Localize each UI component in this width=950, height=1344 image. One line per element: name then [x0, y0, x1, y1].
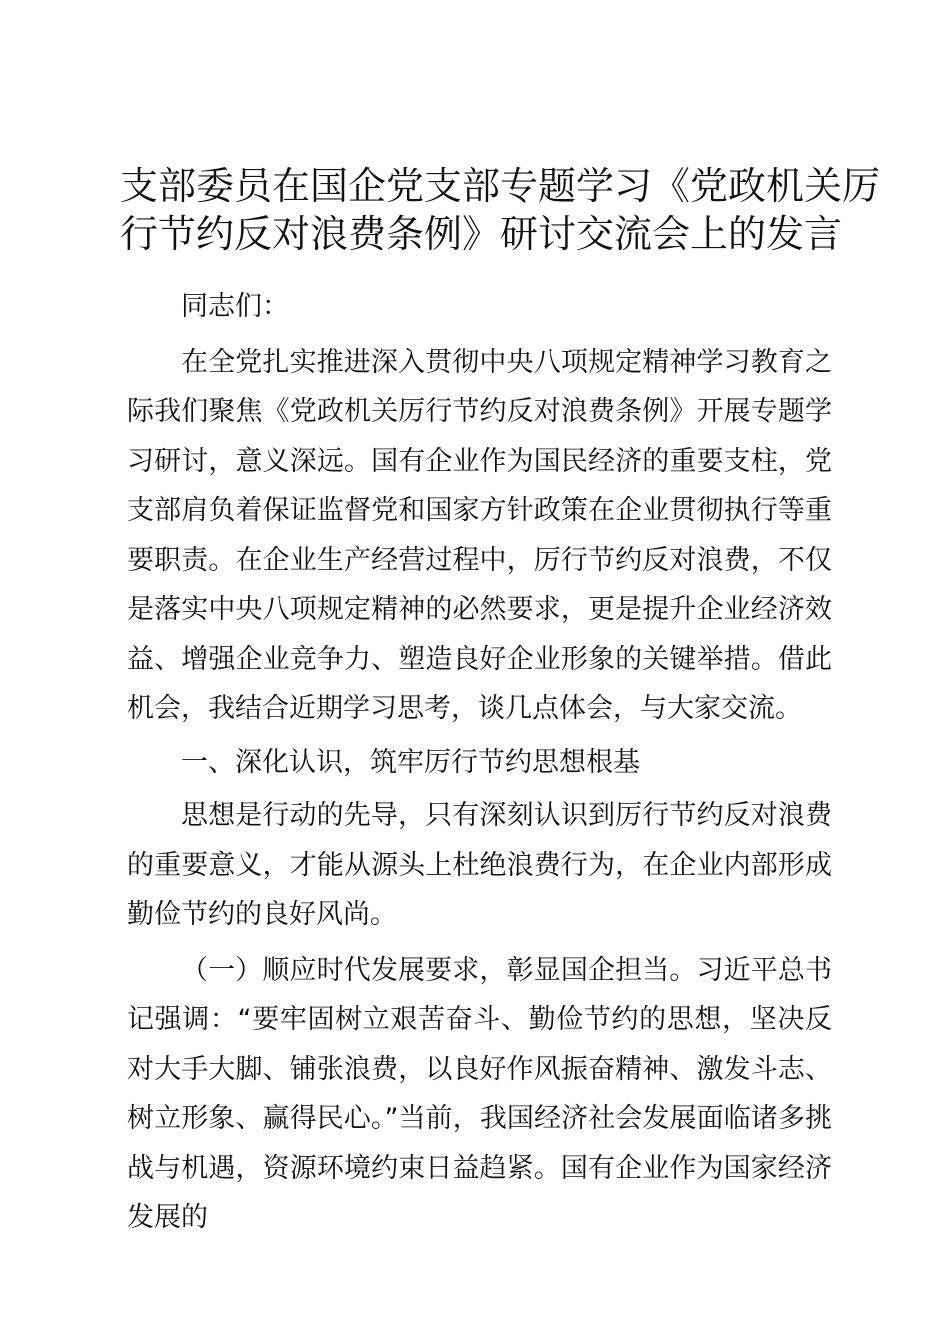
title-line-2: 行节约反对浪费条例》研讨交流会上的发言 [120, 212, 843, 256]
title-line-1: 支部委员在国企党支部专题学习《党政机关厉 [120, 164, 881, 208]
section-1-paragraph: 思想是行动的先导，只有深刻认识到厉行节约反对浪费的重要意义，才能从源头上杜绝浪费行为，在企业内部形成勤俭节约的良好风尚。 [127, 800, 832, 930]
greeting-paragraph: 同志们： [181, 291, 289, 322]
subsection-1-paragraph: （一）顺应时代发展要求，彰显国企担当。习近平总书记强调：“要牢固树立艰苦奋斗、勤俭节约的思想，坚决反对大手大脚、铺张浪费，以良好作风振奋精神、激发斗志、树立形象、赢得民心。”当前，我国经济社会发展面临诸多挑战与机遇，资源环境约束日益趋紧。国有企业作为国家经济发展的 [127, 954, 832, 1233]
document-title [120, 162, 881, 258]
section-1-heading: 一、深化认识，筑牢厉行节约思想根基 [181, 746, 640, 778]
intro-paragraph: 在全党扎实推进深入贯彻中央八项规定精神学习教育之际我们聚焦《党政机关厉行节约反对浪费条例》开展专题学习研讨，意义深远。国有企业作为国民经济的重要支柱，党支部肩负着保证监督党和国家方针政策在企业贯彻执行等重要职责。在企业生产经营过程中，厉行节约反对浪费，不仅是落实中央八项规定精神的必然要求，更是提升企业经济效益、增强企业竞争力、塑造良好企业形象的关键举措。借此机会，我结合近期学习思考，谈几点体会，与大家交流。 [127, 346, 832, 724]
document-body [127, 282, 832, 1243]
